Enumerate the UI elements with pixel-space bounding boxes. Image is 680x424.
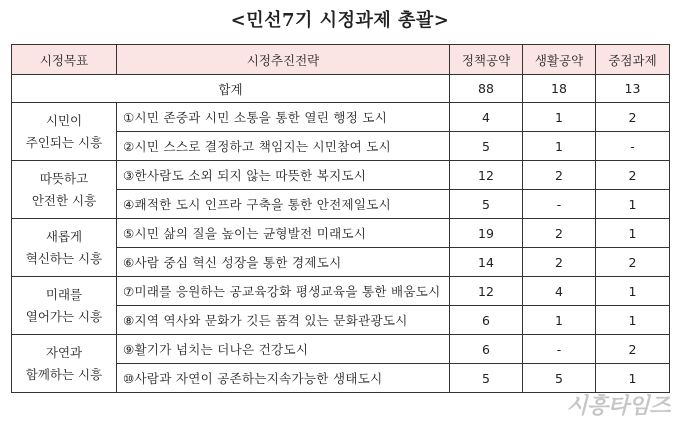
page-title: <민선7기 시정과제 총괄> bbox=[230, 10, 450, 31]
key-cell: 2 bbox=[596, 248, 670, 277]
strategy-cell: ①시민 존중과 시민 소통을 통한 열린 행정 도시 bbox=[117, 103, 450, 132]
strategy-cell: ④쾌적한 도시 인프라 구축을 통한 안전제일도시 bbox=[117, 190, 450, 219]
key-cell: 1 bbox=[596, 277, 670, 306]
strategy-cell: ⑥사람 중심 혁신 성장을 통한 경제도시 bbox=[117, 248, 450, 277]
life-cell: 1 bbox=[523, 306, 596, 335]
strategy-cell: ⑤시민 삶의 질을 높이는 균형발전 미래도시 bbox=[117, 219, 450, 248]
policy-cell: 5 bbox=[450, 190, 523, 219]
goal-line: 안전한 시흥 bbox=[31, 192, 97, 208]
strategy-cell: ⑨활기가 넘치는 더나은 건강도시 bbox=[117, 335, 450, 364]
key-cell: - bbox=[596, 132, 670, 161]
total-life: 18 bbox=[523, 75, 596, 103]
watermark-logo: 시흥타임즈 bbox=[566, 394, 670, 419]
key-cell: 2 bbox=[596, 335, 670, 364]
policy-cell: 5 bbox=[450, 132, 523, 161]
strategy-cell: ⑧지역 역사와 문화가 깃든 품격 있는 문화관광도시 bbox=[117, 306, 450, 335]
goal-line: 혁신하는 시흥 bbox=[25, 250, 103, 266]
life-cell: 4 bbox=[523, 277, 596, 306]
key-cell: 1 bbox=[596, 364, 670, 393]
key-cell: 1 bbox=[596, 306, 670, 335]
life-cell: 1 bbox=[523, 132, 596, 161]
policy-cell: 12 bbox=[450, 277, 523, 306]
table-row bbox=[12, 219, 670, 248]
goal-cell bbox=[12, 103, 117, 161]
strategy-cell: ③한사람도 소외 되지 않는 따뜻한 복지도시 bbox=[117, 161, 450, 190]
total-key: 13 bbox=[596, 75, 670, 103]
table-row bbox=[12, 277, 670, 306]
header-policy-pledge: 정책공약 bbox=[450, 45, 523, 75]
policy-cell: 19 bbox=[450, 219, 523, 248]
life-cell: 2 bbox=[523, 248, 596, 277]
header-strategy: 시정추진전략 bbox=[117, 45, 450, 75]
life-cell: 1 bbox=[523, 103, 596, 132]
life-cell: - bbox=[523, 335, 596, 364]
key-cell: 1 bbox=[596, 219, 670, 248]
summary-table bbox=[11, 44, 670, 393]
goal-cell bbox=[12, 161, 117, 219]
policy-cell: 6 bbox=[450, 306, 523, 335]
total-row bbox=[12, 75, 670, 103]
table-row bbox=[12, 103, 670, 132]
goal-cell bbox=[12, 335, 117, 393]
strategy-cell: ②시민 스스로 결정하고 책임지는 시민참여 도시 bbox=[117, 132, 450, 161]
header-row bbox=[12, 45, 670, 75]
life-cell: 5 bbox=[523, 364, 596, 393]
goal-line: 자연과 bbox=[45, 344, 83, 360]
goal-line: 시민이 bbox=[45, 112, 83, 128]
table-row bbox=[12, 161, 670, 190]
total-label: 합계 bbox=[12, 75, 450, 103]
header-key-task: 중점과제 bbox=[596, 45, 670, 75]
key-cell: 2 bbox=[596, 161, 670, 190]
goal-line: 미래를 bbox=[45, 286, 83, 302]
key-cell: 1 bbox=[596, 190, 670, 219]
goal-line: 주인되는 시흥 bbox=[25, 134, 103, 150]
goal-line: 새롭게 bbox=[45, 228, 83, 244]
policy-cell: 5 bbox=[450, 364, 523, 393]
goal-line: 따뜻하고 bbox=[39, 170, 89, 186]
goal-cell bbox=[12, 277, 117, 335]
strategy-cell: ⑦미래를 응원하는 공교육강화 평생교육을 통한 배움도시 bbox=[117, 277, 450, 306]
table-row bbox=[12, 335, 670, 364]
total-policy: 88 bbox=[450, 75, 523, 103]
life-cell: 2 bbox=[523, 161, 596, 190]
goal-cell bbox=[12, 219, 117, 277]
life-cell: - bbox=[523, 190, 596, 219]
goal-line: 열어가는 시흥 bbox=[25, 308, 103, 324]
strategy-cell: ⑩사람과 자연이 공존하는지속가능한 생태도시 bbox=[117, 364, 450, 393]
policy-cell: 14 bbox=[450, 248, 523, 277]
policy-cell: 12 bbox=[450, 161, 523, 190]
goal-line: 함께하는 시흥 bbox=[25, 366, 103, 382]
life-cell: 2 bbox=[523, 219, 596, 248]
key-cell: 2 bbox=[596, 103, 670, 132]
policy-cell: 4 bbox=[450, 103, 523, 132]
header-goal: 시정목표 bbox=[12, 45, 117, 75]
header-life-pledge: 생활공약 bbox=[523, 45, 596, 75]
policy-cell: 6 bbox=[450, 335, 523, 364]
